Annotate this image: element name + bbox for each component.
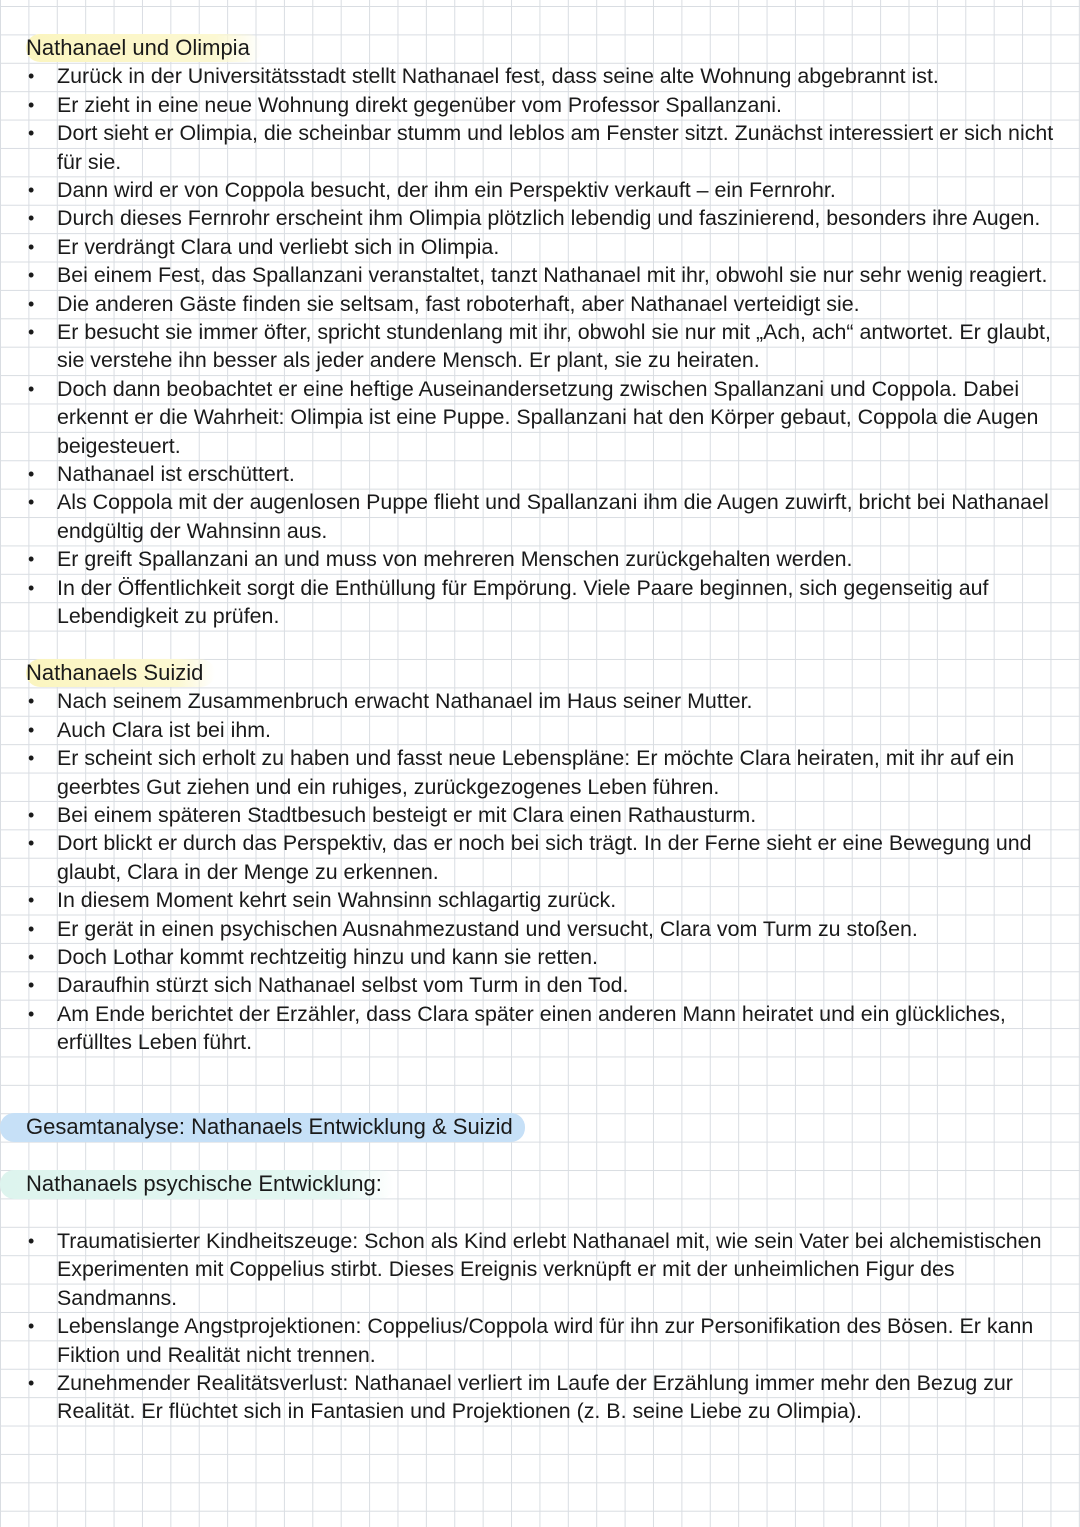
list-item: • Er gerät in einen psychischen Ausnahmezustand und versucht, Clara vom Turm zu stoßen. <box>0 915 1080 943</box>
bullet-list-analysis <box>0 1227 1080 1426</box>
list-item: • Daraufhin stürzt sich Nathanael selbst vom Turm in den Tod. <box>0 971 1080 999</box>
list-item: • Dann wird er von Coppola besucht, der ihm ein Perspektiv verkauft – ein Fernrohr. <box>0 176 1080 204</box>
list-item: • Er besucht sie immer öfter, spricht stundenlang mit ihr, obwohl sie nur mit „Ach, ach“ antwortet. Er glaubt, sie verstehe ihn besser als jeder andere Mensch. Er plant, sie zu heiraten. <box>0 318 1080 375</box>
list-item: • Er greift Spallanzani an und muss von mehreren Menschen zurückgehalten werden. <box>0 545 1080 573</box>
list-item: • Zurück in der Universitätsstadt stellt Nathanael fest, dass seine alte Wohnung abgebrannt ist. <box>0 62 1080 90</box>
list-item: • Er verdrängt Clara und verliebt sich in Olimpia. <box>0 233 1080 261</box>
list-item: • Bei einem Fest, das Spallanzani veranstaltet, tanzt Nathanael mit ihr, obwohl sie nur sehr wenig reagiert. <box>0 261 1080 289</box>
notes-page <box>0 34 1080 1426</box>
analysis-heading: Gesamtanalyse: Nathanaels Entwicklung & Suizid <box>26 1113 1080 1141</box>
list-item: • In der Öffentlichkeit sorgt die Enthüllung für Empörung. Viele Paare beginnen, sich gegenseitig auf Lebendigkeit zu prüfen. <box>0 574 1080 631</box>
list-item: • In diesem Moment kehrt sein Wahnsinn schlagartig zurück. <box>0 886 1080 914</box>
list-item: • Zunehmender Realitätsverlust: Nathanael verliert im Laufe der Erzählung immer mehr den Bezug zur Realität. Er flüchtet sich in Fantasien und Projektionen (z. B. seine Liebe zu Olimpia). <box>0 1369 1080 1426</box>
bullet-list-olimpia <box>0 62 1080 630</box>
list-item: • Bei einem späteren Stadtbesuch besteigt er mit Clara einen Rathausturm. <box>0 801 1080 829</box>
list-item: • Doch dann beobachtet er eine heftige Auseinandersetzung zwischen Spallanzani und Coppola. Dabei erkennt er die Wahrheit: Olimpia ist eine Puppe. Spallanzani hat den Körper gebaut, Coppola die Augen beigesteuert. <box>0 375 1080 460</box>
spacer <box>0 631 1080 659</box>
list-item: • Auch Clara ist bei ihm. <box>0 716 1080 744</box>
list-item: • Dort blickt er durch das Perspektiv, das er noch bei sich trägt. In der Ferne sieht er eine Bewegung und glaubt, Clara in der Menge zu erkennen. <box>0 829 1080 886</box>
section-heading-suizid: Nathanaels Suizid <box>26 659 1080 687</box>
analysis-subheading: Nathanaels psychische Entwicklung: <box>26 1170 1080 1198</box>
list-item: • Die anderen Gäste finden sie seltsam, fast roboterhaft, aber Nathanael verteidigt sie. <box>0 290 1080 318</box>
list-item: • Er zieht in eine neue Wohnung direkt gegenüber vom Professor Spallanzani. <box>0 91 1080 119</box>
list-item: • Durch dieses Fernrohr erscheint ihm Olimpia plötzlich lebendig und faszinierend, besonders ihre Augen. <box>0 204 1080 232</box>
list-item: • Als Coppola mit der augenlosen Puppe flieht und Spallanzani ihm die Augen zuwirft, bricht bei Nathanael endgültig der Wahnsinn aus. <box>0 488 1080 545</box>
list-item: • Am Ende berichtet der Erzähler, dass Clara später einen anderen Mann heiratet und ein glückliches, erfülltes Leben führt. <box>0 1000 1080 1057</box>
list-item: • Traumatisierter Kindheitszeuge: Schon als Kind erlebt Nathanael mit, wie sein Vater bei alchemistischen Experimenten mit Coppelius stirbt. Dieses Ereignis verknüpft er mit der unheimlichen Figur des Sandmanns. <box>0 1227 1080 1312</box>
list-item: • Nach seinem Zusammenbruch erwacht Nathanael im Haus seiner Mutter. <box>0 687 1080 715</box>
bullet-list-suizid <box>0 687 1080 1056</box>
list-item: • Doch Lothar kommt rechtzeitig hinzu und kann sie retten. <box>0 943 1080 971</box>
spacer <box>0 1142 1080 1170</box>
list-item: • Er scheint sich erholt zu haben und fasst neue Lebenspläne: Er möchte Clara heiraten, mit ihr auf ein geerbtes Gut ziehen und ein ruhiges, zurückgezogenes Leben führen. <box>0 744 1080 801</box>
list-item: • Dort sieht er Olimpia, die scheinbar stumm und leblos am Fenster sitzt. Zunächst interessiert er sich nicht für sie. <box>0 119 1080 176</box>
section-heading-olimpia: Nathanael und Olimpia <box>26 34 1080 62</box>
spacer <box>0 1057 1080 1114</box>
spacer <box>0 1199 1080 1227</box>
list-item: • Nathanael ist erschüttert. <box>0 460 1080 488</box>
list-item: • Lebenslange Angstprojektionen: Coppelius/Coppola wird für ihn zur Personifikation des Bösen. Er kann Fiktion und Realität nicht trennen. <box>0 1312 1080 1369</box>
